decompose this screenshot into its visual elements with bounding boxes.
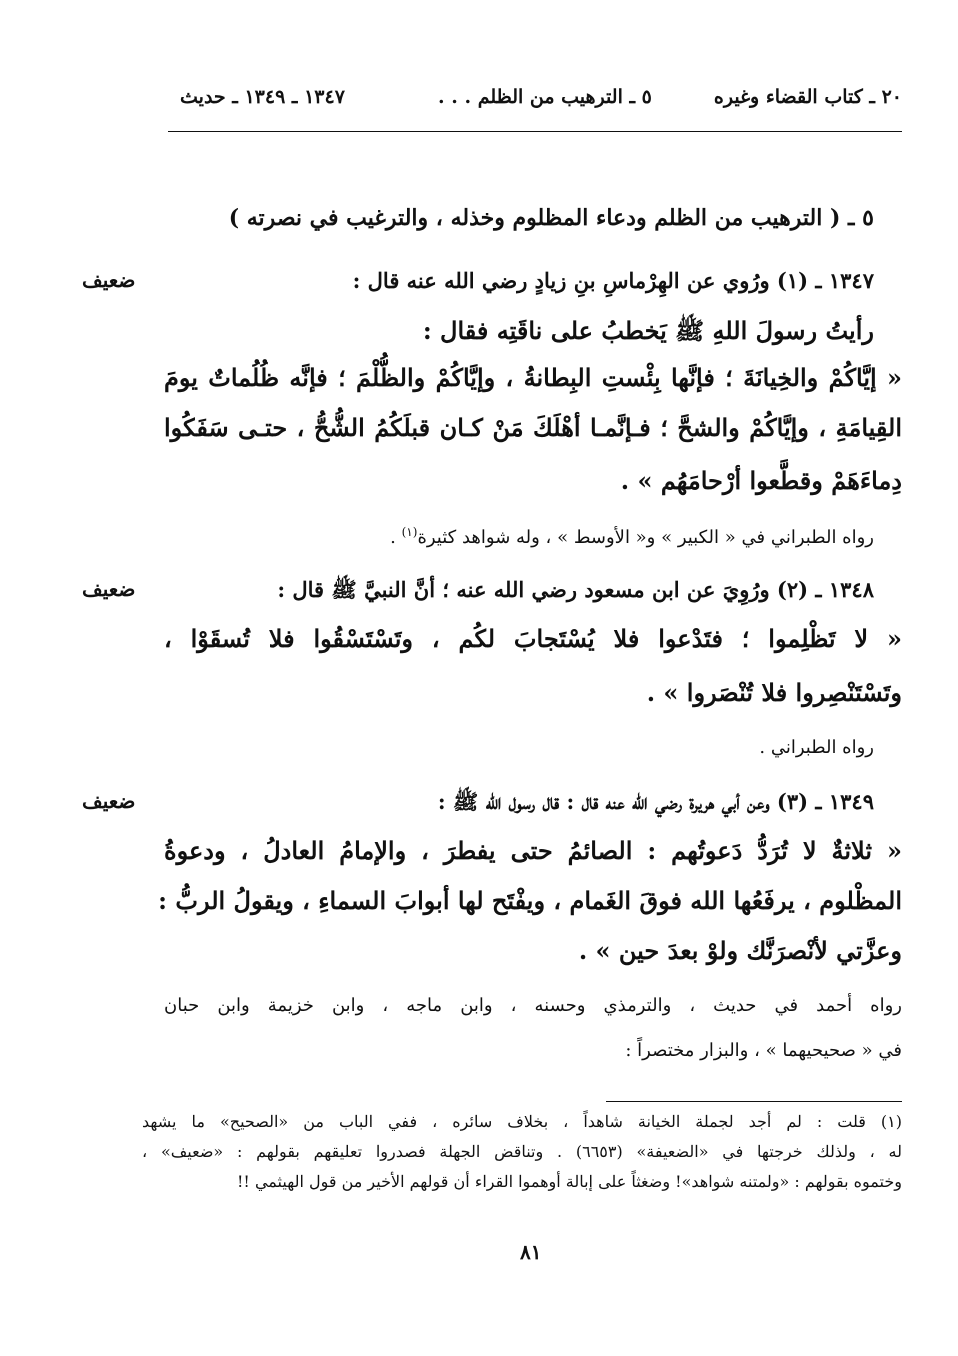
footnote-rule [606,1101,902,1102]
hadith-grade: ضعيف [82,577,136,601]
page-number: ٨١ [520,1240,542,1264]
footnote-marker: (١) [401,525,418,539]
hadith-text-line: المظْلوم ، يرفَعُها الله فوقَ الغَمام ، ويفْتَح لها أبوابَ السماءِ ، ويقولُ الربُّ : [158,886,902,915]
header-hadith-range: ١٣٤٧ ـ ١٣٤٩ ـ حديث [180,86,345,108]
footnote-line: (١) قلت : لم أجد لجملة الخيانة شاهداً ، بخلاف سائره ، ففي الباب من «الصحيح» ما يشهد [142,1112,902,1131]
hadith-source: رواه أحمد في حديث ، والترمذي وحسنه ، وابن ماجه ، وابن خزيمة وابن حبان [164,995,902,1016]
header-rule [168,131,902,132]
footnote-line: له ، ولذلك خرجتها في «الضعيفة» (٦٦٥٣) . وتناقض الجهلة فصدروا تعليقهم بقولهم : «ضعيف» ، [142,1142,902,1161]
hadith-text-line: « لا تَظْلِموا ؛ فتَدْعوا فلا يُسْتَجابَ لكُم ، وتَسْتَسْقُوا فلا تُسقَوْا ، [164,624,902,653]
hadith-heading: ١٣٤٧ ـ (١) ورُوي عن الهِرْماسِ بنِ زيادٍ رضي الله عنه قال : [352,268,874,293]
hadith-grade: ضعيف [82,268,136,292]
header-chapter: ٢٠ ـ كتاب القضاء وغيره [713,86,902,108]
hadith-text-line: وتَسْتَنْصِروا فلا تُنْصَروا » . [646,678,902,707]
hadith-grade: ضعيف [82,789,136,813]
footnote-line: وختموه بقولهم : «ولمتنه شواهد»! وضغثاً على إبالة أوهموا القراء أن قولهم الأخير من قول الهيثمي !! [237,1172,902,1191]
hadith-source: رواه الطبراني في « الكبير » و« الأوسط » ، وله شواهد كثيرة$^{(١)}$ . [390,525,874,548]
hadith-heading: ١٣٤٩ ـ (٣) وعن أبي هريرة رضي الله عنه قال : قال رسول الله ﷺ : [437,789,874,814]
hadith-text-line: القِيامَةِ ، وإيَّاكُمْ والشحَّ ؛ فـإنَّمـا أهْلَكَ مَنْ كـان قبلَكُمُ الشُّحُّ ، حتـى سَفَكُوا [164,413,902,442]
hadith-text-line: « ثلاثةٌ لا تُرَدُّ دَعوتُهم : الصائمُ حتى يفطرَ ، والإمامُ العادلُ ، ودعوةُ [164,836,902,865]
hadith-source: رواه الطبراني . [759,737,874,758]
section-title: ٥ ـ ( الترهيب من الظلم ودعاء المظلوم وخذله ، والترغيب في نصرته ) [228,205,874,231]
header-section: ٥ ـ الترهيب من الظلم . . . [438,86,652,108]
hadith-text-line: دِماءَهَمْ وقطَّعوا أرْحامَهُم » . [620,466,902,495]
hadith-text-line: رأيتُ رسولَ اللهِ ﷺ يَخطبُ على ناقَتِه فقال : [422,316,874,345]
hadith-source: في « صحيحيهما » ، والبزار مختصراً : [625,1040,902,1061]
hadith-text-line: وعزَّتي لأنْصرَنَّك ولوْ بعدَ حين » . [578,936,902,965]
hadith-text-line: « إيَّاكُمْ والخِيانَةَ ؛ فإنَّها بِئْستِ البِطانةُ ، وإيَّاكُمْ والظُّلْمَ ؛ فإنَّه ظُلُماتٌ يومَ [164,363,902,392]
hadith-heading: ١٣٤٨ ـ (٢) ورُوِيَ عن ابن مسعود رضي الله عنه ؛ أنَّ النبيَّ ﷺ قال : [277,577,874,602]
